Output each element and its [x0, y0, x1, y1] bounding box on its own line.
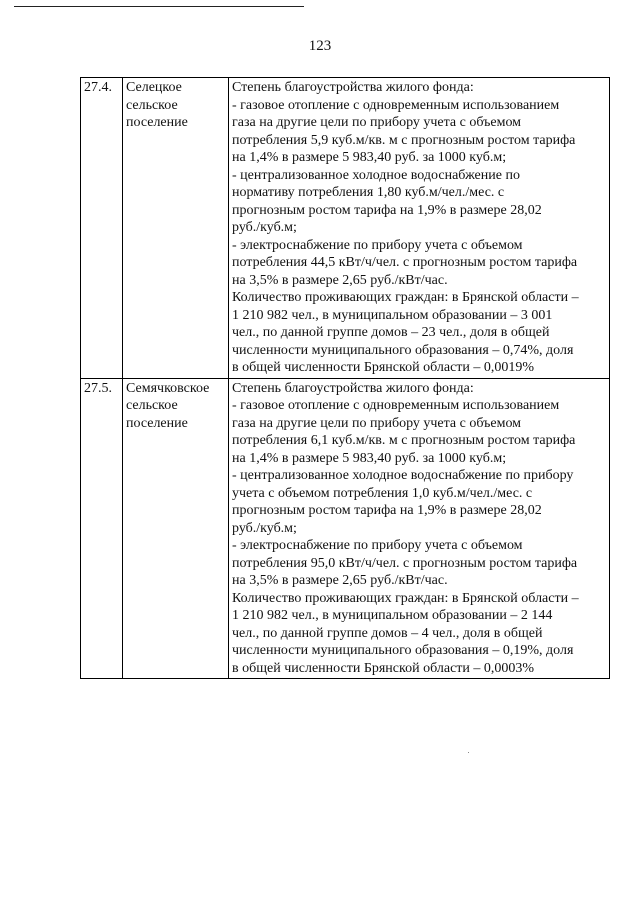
housing-description [229, 78, 610, 379]
row-number: 27.4. [81, 78, 123, 379]
description-line: Количество проживающих граждан: в Брянской области – [232, 590, 579, 606]
description-line: руб./куб.м; [232, 220, 297, 235]
description-line: Степень благоустройства жилого фонда: [232, 80, 474, 95]
table-row [81, 78, 610, 379]
header-rule [14, 6, 304, 7]
description-line: потребления 95,0 кВт/ч/чел. с прогнозным ростом тарифа [232, 555, 578, 571]
description-line: численности муниципального образования – 0,74%, доля [232, 342, 574, 358]
settlement-name-line: поселение [126, 415, 188, 431]
description-line: - централизованное холодное водоснабжение по прибору [232, 468, 574, 483]
page-number: 123 [308, 38, 332, 54]
description-line: прогнозным ростом тарифа на 1,9% в размере 28,02 [232, 503, 542, 518]
description-line: учета с объемом потребления 1,0 куб.м/чел./мес. с [232, 485, 533, 501]
description-line: газа на другие цели по прибору учета с объемом [232, 115, 522, 130]
description-line: потребления 44,5 кВт/ч/чел. с прогнозным ростом тарифа [232, 255, 578, 270]
description-line: на 1,4% в размере 5 983,40 руб. за 1000 куб.м; [232, 150, 507, 165]
description-line: чел., по данной группе домов – 23 чел., доля в общей [232, 325, 550, 340]
row-number: 27.5. [81, 378, 123, 679]
description-line: потребления 6,1 куб.м/кв. м с прогнозным ростом тарифа [232, 433, 576, 448]
settlement-name-line: сельское [126, 97, 178, 113]
table-row [81, 378, 610, 679]
settlement-name [123, 78, 229, 379]
description-line: Количество проживающих граждан: в Брянской области – [232, 290, 579, 305]
description-line: - электроснабжение по прибору учета с объемом [232, 237, 523, 253]
description-line: в общей численности Брянской области – 0,0019% [232, 360, 535, 375]
description-line: на 1,4% в размере 5 983,40 руб. за 1000 куб.м; [232, 450, 507, 466]
settlement-name-line: поселение [126, 115, 188, 130]
description-line: 1 210 982 чел., в муниципальном образовании – 3 001 [232, 307, 553, 323]
settlement-name [123, 378, 229, 679]
description-line: - газовое отопление с одновременным использованием [232, 97, 560, 113]
description-line: численности муниципального образования – 0,19%, доля [232, 643, 574, 658]
description-line: нормативу потребления 1,80 куб.м/чел./мес. с [232, 185, 505, 200]
description-line: чел., по данной группе домов – 4 чел., доля в общей [232, 625, 543, 641]
scan-speck [468, 752, 469, 753]
description-line: прогнозным ростом тарифа на 1,9% в размере 28,02 [232, 202, 542, 218]
settlement-name-line: Селецкое [126, 80, 182, 95]
description-line: Степень благоустройства жилого фонда: [232, 380, 474, 396]
description-line: на 3,5% в размере 2,65 руб./кВт/час. [232, 272, 448, 288]
settlement-name-line: Семячковское [126, 380, 210, 396]
housing-description [229, 378, 610, 679]
description-line: - централизованное холодное водоснабжение по [232, 167, 520, 183]
description-line: - газовое отопление с одновременным использованием [232, 398, 560, 413]
settlement-name-line: сельское [126, 398, 178, 413]
description-line: газа на другие цели по прибору учета с объемом [232, 415, 522, 431]
settlements-table [80, 77, 610, 679]
description-line: 1 210 982 чел., в муниципальном образовании – 2 144 [232, 608, 553, 623]
description-line: на 3,5% в размере 2,65 руб./кВт/час. [232, 573, 448, 588]
description-line: в общей численности Брянской области – 0,0003% [232, 660, 535, 676]
description-line: потребления 5,9 куб.м/кв. м с прогнозным ростом тарифа [232, 132, 576, 148]
description-line: руб./куб.м; [232, 520, 297, 536]
description-line: - электроснабжение по прибору учета с объемом [232, 538, 523, 553]
